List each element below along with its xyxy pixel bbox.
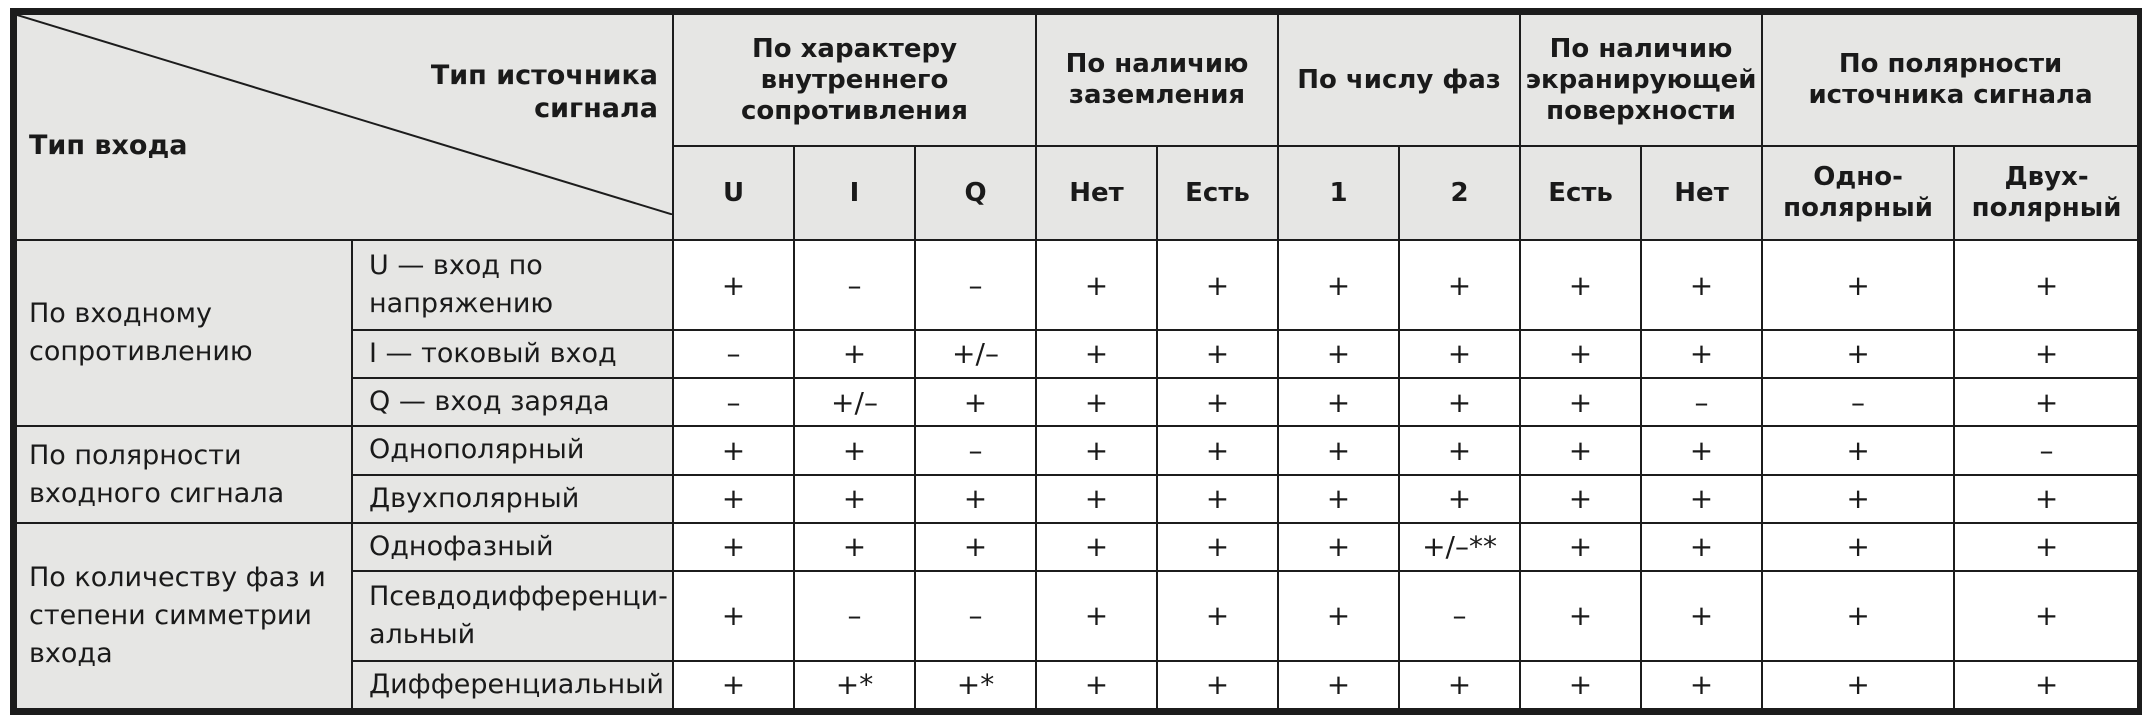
row-label: Q — вход заряда <box>352 378 673 426</box>
value-cell: + <box>1641 330 1762 378</box>
value-cell: + <box>673 571 794 661</box>
value-cell: – <box>915 240 1036 330</box>
value-cell: – <box>673 330 794 378</box>
value-cell: + <box>1278 426 1399 474</box>
row-label: Однофазный <box>352 523 673 571</box>
category-label: По входному сопротивлению <box>16 240 352 426</box>
row-label: Однополярный <box>352 426 673 474</box>
value-cell: + <box>915 378 1036 426</box>
table-row <box>16 240 2139 330</box>
value-cell: – <box>1399 571 1520 661</box>
value-cell: + <box>794 426 915 474</box>
group-header-grounding: По наличию заземления <box>1036 14 1278 146</box>
value-cell: + <box>794 475 915 523</box>
value-cell: – <box>1762 378 1954 426</box>
value-cell: + <box>1520 571 1641 661</box>
value-cell: + <box>1641 426 1762 474</box>
col-header-shield-no: Нет <box>1641 146 1762 240</box>
value-cell: – <box>915 571 1036 661</box>
value-cell: + <box>915 475 1036 523</box>
value-cell: + <box>1641 571 1762 661</box>
value-cell: + <box>1278 240 1399 330</box>
value-cell: – <box>794 240 915 330</box>
value-cell: + <box>1954 475 2139 523</box>
value-cell: + <box>673 240 794 330</box>
table-row <box>16 523 2139 571</box>
compatibility-table-frame <box>10 8 2142 715</box>
value-cell: + <box>1278 523 1399 571</box>
col-header-q: Q <box>915 146 1036 240</box>
value-cell: – <box>673 378 794 426</box>
value-cell: + <box>794 523 915 571</box>
value-cell: + <box>1399 426 1520 474</box>
value-cell: + <box>1157 240 1278 330</box>
value-cell: + <box>1157 330 1278 378</box>
value-cell: +/–** <box>1399 523 1520 571</box>
value-cell: + <box>1520 378 1641 426</box>
value-cell: + <box>1520 330 1641 378</box>
table-row <box>16 426 2139 474</box>
value-cell: + <box>1762 330 1954 378</box>
col-header-unipolar: Одно-полярный <box>1762 146 1954 240</box>
value-cell: + <box>1278 571 1399 661</box>
value-cell: + <box>1762 240 1954 330</box>
value-cell: + <box>1641 661 1762 709</box>
value-cell: + <box>1278 475 1399 523</box>
row-label: Псевдодифференци-альный <box>352 571 673 661</box>
value-cell: + <box>1641 523 1762 571</box>
value-cell: + <box>1157 571 1278 661</box>
value-cell: + <box>1954 523 2139 571</box>
col-header-phase-1: 1 <box>1278 146 1399 240</box>
compatibility-table <box>15 13 2140 710</box>
value-cell: + <box>1520 426 1641 474</box>
value-cell: – <box>915 426 1036 474</box>
col-header-ground-yes: Есть <box>1157 146 1278 240</box>
value-cell: + <box>1954 661 2139 709</box>
col-header-i: I <box>794 146 915 240</box>
value-cell: + <box>1641 240 1762 330</box>
value-cell: + <box>1399 475 1520 523</box>
value-cell: + <box>1036 378 1157 426</box>
value-cell: + <box>1520 475 1641 523</box>
value-cell: + <box>1762 523 1954 571</box>
value-cell: + <box>1762 571 1954 661</box>
value-cell: + <box>1036 330 1157 378</box>
value-cell: + <box>1762 661 1954 709</box>
value-cell: + <box>1278 661 1399 709</box>
value-cell: + <box>1399 661 1520 709</box>
value-cell: +* <box>915 661 1036 709</box>
header-corner-cell <box>16 14 673 240</box>
value-cell: + <box>1036 661 1157 709</box>
col-header-ground-no: Нет <box>1036 146 1157 240</box>
value-cell: + <box>1036 571 1157 661</box>
value-cell: + <box>794 330 915 378</box>
row-label: U — вход по напряжению <box>352 240 673 330</box>
row-label: I — токовый вход <box>352 330 673 378</box>
value-cell: + <box>1399 240 1520 330</box>
value-cell: + <box>1036 240 1157 330</box>
value-cell: + <box>1399 378 1520 426</box>
value-cell: – <box>794 571 915 661</box>
value-cell: + <box>1278 378 1399 426</box>
value-cell: + <box>1278 330 1399 378</box>
group-header-internal-resistance: По характеру внутреннего сопротивления <box>673 14 1036 146</box>
row-label: Двухполярный <box>352 475 673 523</box>
col-header-u: U <box>673 146 794 240</box>
value-cell: + <box>1157 475 1278 523</box>
category-label: По количеству фаз и степени симметрии входа <box>16 523 352 709</box>
value-cell: + <box>1157 523 1278 571</box>
value-cell: + <box>915 523 1036 571</box>
col-header-bipolar: Двух-полярный <box>1954 146 2139 240</box>
col-header-shield-yes: Есть <box>1520 146 1641 240</box>
value-cell: + <box>1954 571 2139 661</box>
value-cell: – <box>1641 378 1762 426</box>
value-cell: + <box>673 426 794 474</box>
group-header-shielding: По наличию экранирующей поверхности <box>1520 14 1762 146</box>
category-label: По полярности входного сигнала <box>16 426 352 522</box>
value-cell: + <box>673 661 794 709</box>
value-cell: + <box>1036 475 1157 523</box>
source-type-label: Тип источника сигнала <box>430 60 658 124</box>
value-cell: + <box>1520 240 1641 330</box>
value-cell: + <box>673 523 794 571</box>
value-cell: +/– <box>794 378 915 426</box>
value-cell: + <box>1520 523 1641 571</box>
value-cell: + <box>1157 378 1278 426</box>
value-cell: + <box>1399 330 1520 378</box>
value-cell: + <box>1954 240 2139 330</box>
group-header-source-polarity: По полярности источника сигнала <box>1762 14 2139 146</box>
value-cell: + <box>1157 661 1278 709</box>
value-cell: + <box>1954 378 2139 426</box>
value-cell: + <box>1641 475 1762 523</box>
value-cell: +/– <box>915 330 1036 378</box>
value-cell: + <box>1036 426 1157 474</box>
value-cell: + <box>1036 523 1157 571</box>
value-cell: + <box>673 475 794 523</box>
input-type-label: Тип входа <box>29 130 188 161</box>
col-header-phase-2: 2 <box>1399 146 1520 240</box>
value-cell: + <box>1762 426 1954 474</box>
value-cell: +* <box>794 661 915 709</box>
value-cell: + <box>1157 426 1278 474</box>
row-label: Дифференциальный <box>352 661 673 709</box>
value-cell: + <box>1762 475 1954 523</box>
group-header-phase-count: По числу фаз <box>1278 14 1520 146</box>
value-cell: – <box>1954 426 2139 474</box>
value-cell: + <box>1520 661 1641 709</box>
value-cell: + <box>1954 330 2139 378</box>
